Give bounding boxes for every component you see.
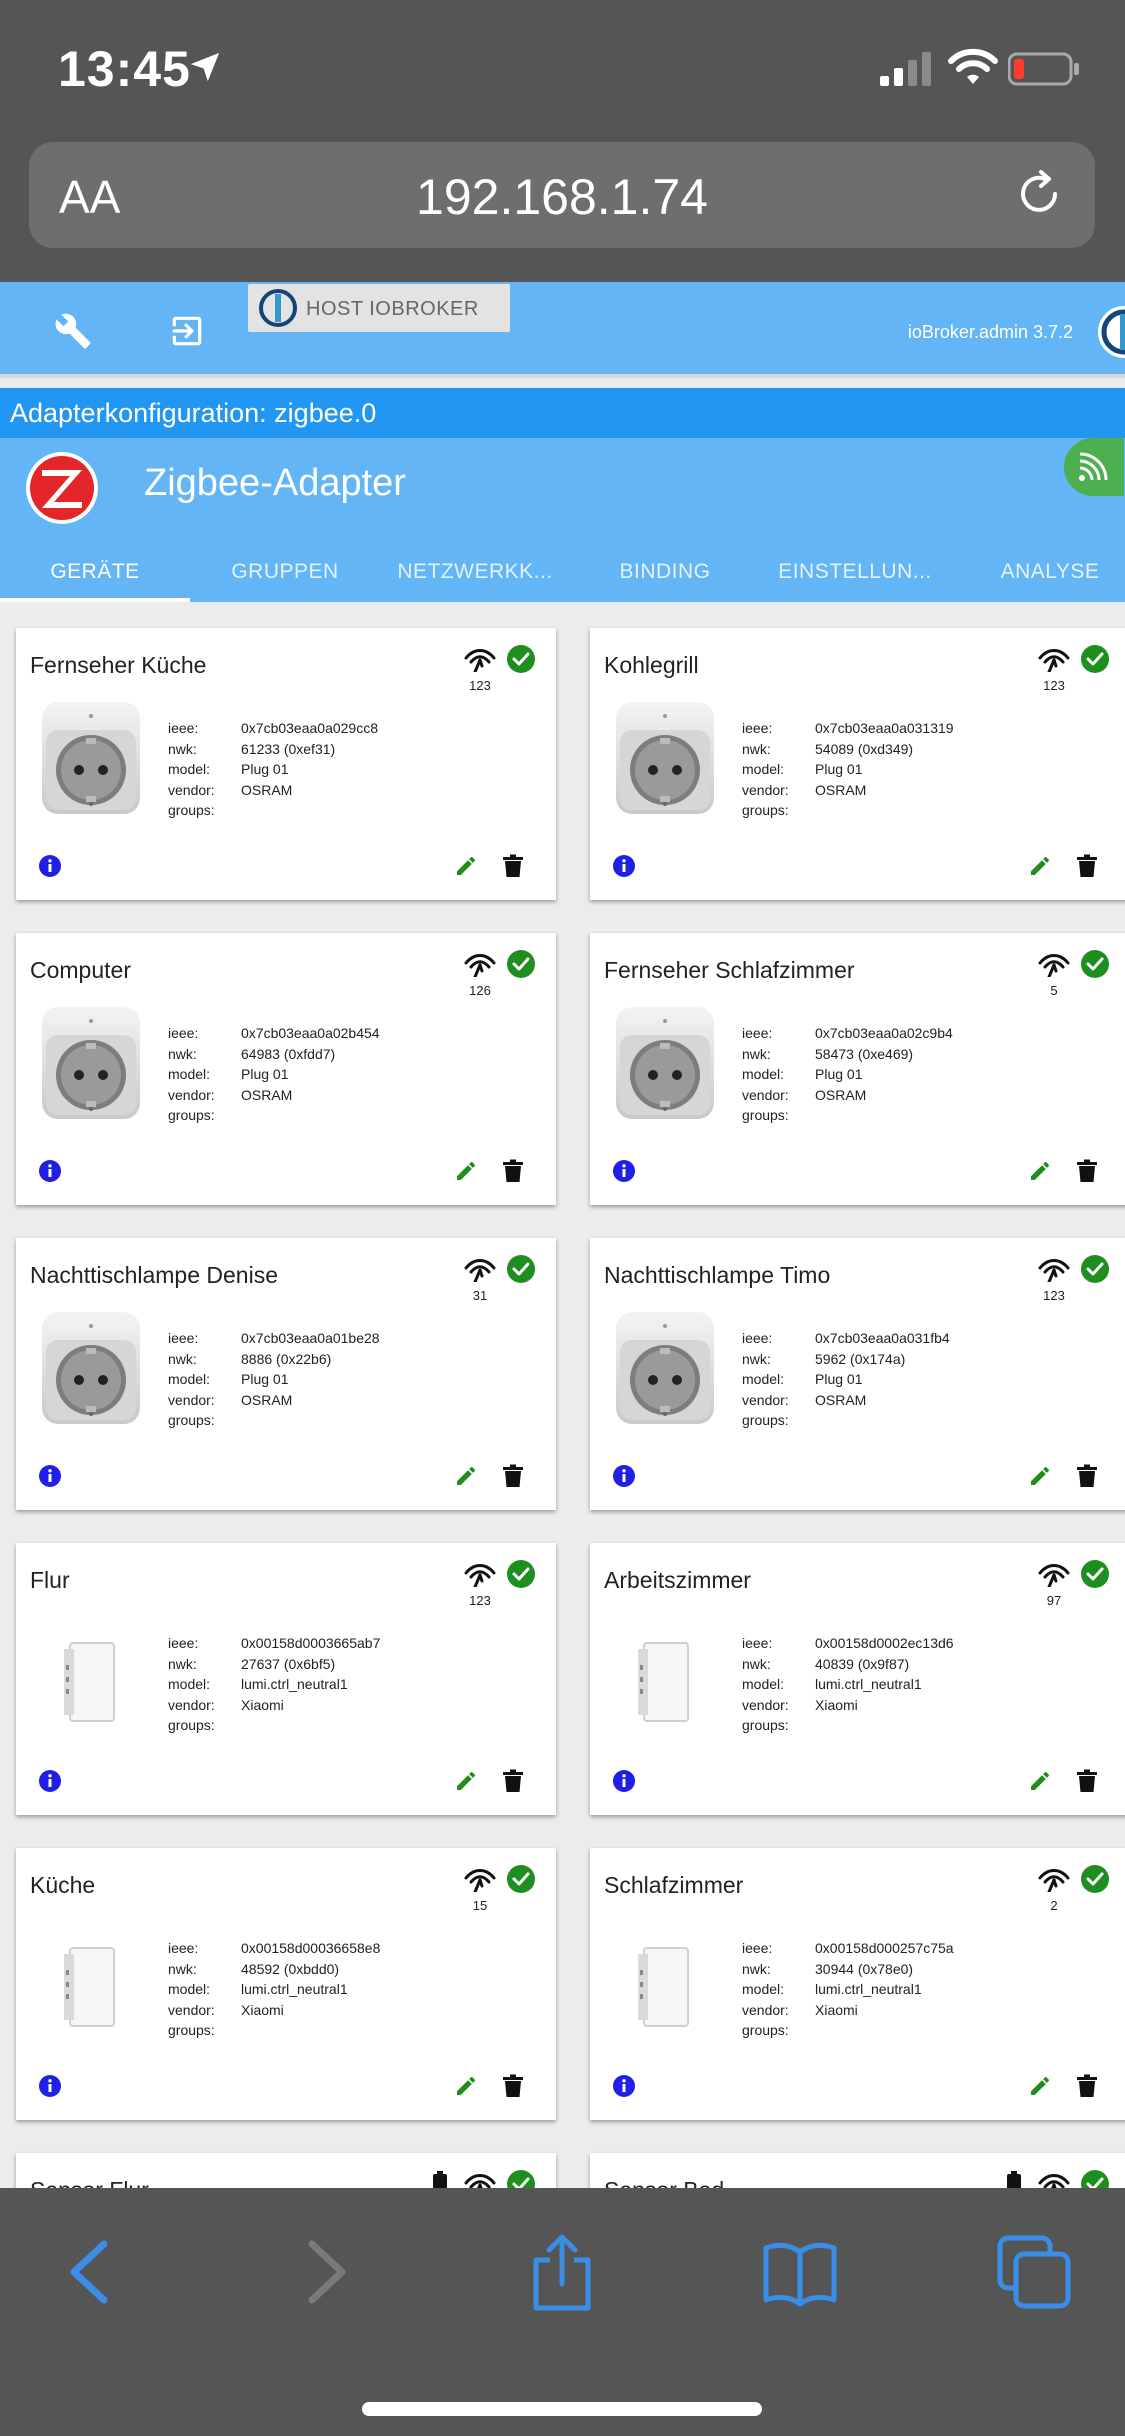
prop-value-vendor: Xiaomi (241, 2001, 284, 2018)
url-text[interactable]: 192.168.1.74 (416, 169, 708, 225)
location-arrow-icon (188, 50, 222, 84)
prop-label-model: model: (742, 761, 785, 777)
home-indicator (362, 2402, 762, 2416)
prop-row-vendor (742, 1085, 953, 1106)
tab-einstellungen[interactable]: EINSTELLUN... (778, 560, 932, 583)
prop-row-vendor (168, 1695, 380, 1716)
prop-label-nwk: nwk: (742, 1960, 771, 1977)
text-size-button[interactable]: AA (59, 171, 121, 223)
prop-row-model (168, 1064, 380, 1085)
delete-icon[interactable] (502, 1159, 524, 1183)
edit-icon[interactable] (454, 1464, 478, 1488)
prop-label-vendor: vendor: (168, 1391, 215, 1408)
status-time: 13:45 (58, 41, 191, 97)
smart-plug-image (610, 1005, 720, 1121)
cellular-signal-icon (880, 52, 932, 86)
prop-label-groups: groups: (742, 1717, 789, 1733)
prop-row-groups (742, 1410, 950, 1431)
prop-label-model: model: (742, 1981, 785, 1997)
smart-plug-image (610, 700, 720, 816)
device-card (590, 1848, 1125, 2120)
link-quality-value: 123 (469, 678, 491, 693)
prop-label-ieee: ieee: (168, 1330, 199, 1346)
prop-label-nwk: nwk: (168, 1045, 197, 1062)
edit-icon[interactable] (1028, 1464, 1052, 1488)
link-quality-value: 97 (1046, 1593, 1062, 1608)
prop-value-model: Plug 01 (815, 1066, 863, 1082)
prop-row-nwk (742, 739, 954, 760)
prop-value-model: lumi.ctrl_neutral1 (241, 1676, 348, 1692)
device-properties (742, 1633, 954, 1736)
device-properties (168, 1633, 380, 1736)
device-card (16, 933, 556, 1205)
prop-label-groups: groups: (742, 2022, 789, 2038)
adapter-header (0, 438, 1125, 602)
prop-label-model: model: (742, 1676, 785, 1692)
link-quality-value: 2 (1050, 1898, 1058, 1913)
share-icon[interactable] (522, 2232, 602, 2312)
link-quality-icon (1038, 1868, 1070, 1892)
exit-icon[interactable] (168, 312, 206, 350)
prop-row-groups (168, 2020, 380, 2041)
device-name: Computer (30, 957, 131, 983)
wall-switch-image (610, 1615, 720, 1731)
edit-icon[interactable] (1028, 1159, 1052, 1183)
info-icon[interactable] (612, 854, 636, 878)
prop-value-nwk: 5962 (0x174a) (815, 1350, 906, 1367)
prop-label-groups: groups: (742, 802, 789, 818)
device-name: Kohlegrill (604, 652, 699, 678)
tab-bar (0, 542, 1125, 602)
tab-geraete[interactable]: GERÄTE (50, 560, 140, 583)
prop-row-groups (742, 800, 954, 821)
available-check-icon (506, 949, 536, 979)
edit-icon[interactable] (454, 1159, 478, 1183)
delete-icon[interactable] (1076, 2074, 1098, 2098)
adapter-config-title: Adapterkonfiguration: zigbee.0 (0, 388, 1125, 438)
prop-label-vendor: vendor: (742, 1391, 789, 1408)
prop-row-nwk (168, 1959, 380, 1980)
tab-analyse[interactable]: ANALYSE (1000, 560, 1100, 583)
device-card (590, 1238, 1125, 1510)
prop-value-vendor: OSRAM (815, 781, 867, 798)
device-name: Nachttischlampe Denise (30, 1262, 279, 1288)
link-quality-value: 123 (1043, 678, 1065, 693)
info-icon[interactable] (612, 2074, 636, 2098)
prop-label-groups: groups: (742, 1107, 789, 1123)
prop-value-nwk: 30944 (0x78e0) (815, 1960, 914, 1977)
prop-row-ieee (168, 1633, 380, 1654)
prop-label-ieee: ieee: (168, 1940, 199, 1956)
wall-switch-image (36, 1920, 146, 2036)
tab-netzwerkkarte[interactable]: NETZWERKK... (397, 560, 553, 583)
edit-icon[interactable] (1028, 854, 1052, 878)
prop-row-vendor (742, 1390, 950, 1411)
prop-row-nwk (168, 1654, 380, 1675)
link-quality-icon (464, 1868, 496, 1892)
prop-label-ieee: ieee: (168, 1025, 199, 1041)
delete-icon[interactable] (1076, 1464, 1098, 1488)
prop-value-nwk: 58473 (0xe469) (815, 1045, 914, 1062)
info-icon[interactable] (38, 1769, 62, 1793)
smart-plug-image (36, 700, 146, 816)
prop-row-ieee (742, 1328, 950, 1349)
device-card (16, 1238, 556, 1510)
link-quality-value: 15 (472, 1898, 488, 1913)
prop-value-ieee: 0x00158d00036658e8 (241, 1940, 381, 1956)
prop-value-ieee: 0x00158d0003665ab7 (241, 1635, 381, 1651)
prop-row-groups (168, 800, 378, 821)
admin-version: ioBroker.admin 3.7.2 (907, 322, 1073, 342)
prop-label-nwk: nwk: (742, 1655, 771, 1672)
status-bar (0, 0, 1125, 140)
link-quality-value: 126 (469, 983, 491, 998)
prop-value-ieee: 0x00158d000257c75a (815, 1940, 954, 1956)
prop-row-groups (742, 1715, 954, 1736)
prop-value-vendor: OSRAM (815, 1391, 867, 1408)
available-check-icon (1080, 1864, 1110, 1894)
iobroker-admin-logo-icon (1096, 304, 1125, 360)
prop-row-model (742, 759, 954, 780)
prop-label-groups: groups: (168, 2022, 215, 2038)
bookmarks-icon[interactable] (760, 2232, 840, 2312)
prop-row-model (742, 1674, 954, 1695)
prop-row-nwk (742, 1959, 954, 1980)
delete-icon[interactable] (502, 1464, 524, 1488)
prop-label-groups: groups: (168, 1107, 215, 1123)
info-icon[interactable] (38, 1464, 62, 1488)
prop-row-model (168, 759, 378, 780)
device-name: Fernseher Schlafzimmer (604, 957, 855, 983)
prop-label-vendor: vendor: (168, 1696, 215, 1713)
smart-plug-image (36, 1310, 146, 1426)
prop-value-vendor: OSRAM (241, 781, 293, 798)
prop-value-vendor: Xiaomi (241, 1696, 284, 1713)
info-icon[interactable] (612, 1159, 636, 1183)
reload-icon[interactable] (1011, 166, 1067, 222)
prop-value-nwk: 54089 (0xd349) (815, 740, 914, 757)
prop-label-ieee: ieee: (168, 1635, 199, 1651)
prop-label-groups: groups: (168, 1717, 215, 1733)
link-quality-icon (464, 1563, 496, 1587)
device-properties (168, 1938, 380, 2041)
available-check-icon (506, 1559, 536, 1589)
prop-row-nwk (168, 739, 378, 760)
wrench-icon[interactable] (54, 312, 92, 350)
prop-value-ieee: 0x00158d0002ec13d6 (815, 1635, 954, 1651)
prop-row-ieee (168, 718, 378, 739)
prop-row-nwk (742, 1044, 953, 1065)
prop-row-vendor (168, 2000, 380, 2021)
prop-value-vendor: OSRAM (241, 1086, 293, 1103)
device-card (590, 1543, 1125, 1815)
prop-row-groups (742, 2020, 954, 2041)
device-card (16, 1543, 556, 1815)
prop-row-vendor (168, 780, 378, 801)
prop-value-nwk: 8886 (0x22b6) (241, 1350, 332, 1367)
link-quality-icon (464, 1258, 496, 1282)
prop-row-ieee (168, 1023, 380, 1044)
prop-label-nwk: nwk: (742, 740, 771, 757)
prop-label-ieee: ieee: (742, 1025, 773, 1041)
device-name: Fernseher Küche (30, 652, 207, 678)
device-name: Flur (30, 1567, 70, 1593)
available-check-icon (506, 644, 536, 674)
device-properties (742, 718, 954, 821)
available-check-icon (506, 1254, 536, 1284)
host-label: HOST IOBROKER (306, 298, 479, 320)
prop-value-model: Plug 01 (241, 1371, 289, 1387)
prop-value-ieee: 0x7cb03eaa0a031319 (815, 720, 954, 736)
device-card (16, 1848, 556, 2120)
prop-value-ieee: 0x7cb03eaa0a01be28 (241, 1330, 380, 1346)
prop-label-ieee: ieee: (742, 720, 773, 736)
prop-label-ieee: ieee: (742, 1635, 773, 1651)
prop-label-groups: groups: (168, 1412, 215, 1428)
device-properties (168, 1328, 380, 1431)
prop-value-nwk: 64983 (0xfdd7) (241, 1045, 336, 1062)
prop-row-model (168, 1674, 380, 1695)
prop-label-vendor: vendor: (168, 2001, 215, 2018)
device-properties (168, 1023, 380, 1126)
prop-label-model: model: (168, 1981, 211, 1997)
prop-value-vendor: OSRAM (241, 1391, 293, 1408)
prop-row-ieee (168, 1328, 380, 1349)
prop-value-vendor: OSRAM (815, 1086, 867, 1103)
prop-value-ieee: 0x7cb03eaa0a02c9b4 (815, 1025, 953, 1041)
pairing-icon (1076, 450, 1110, 484)
delete-icon[interactable] (502, 1769, 524, 1793)
prop-row-model (742, 1064, 953, 1085)
device-name: Nachttischlampe Timo (604, 1262, 831, 1288)
device-card (16, 628, 556, 900)
edit-icon[interactable] (454, 854, 478, 878)
battery-low-icon (1008, 52, 1080, 86)
link-quality-value: 123 (1043, 1288, 1065, 1303)
prop-value-nwk: 61233 (0xef31) (241, 740, 336, 757)
prop-label-nwk: nwk: (168, 1960, 197, 1977)
prop-label-groups: groups: (168, 802, 215, 818)
link-quality-icon (464, 953, 496, 977)
info-icon[interactable] (38, 2074, 62, 2098)
link-quality-icon (1038, 1258, 1070, 1282)
prop-label-vendor: vendor: (742, 1086, 789, 1103)
prop-row-groups (168, 1105, 380, 1126)
wifi-icon (948, 48, 998, 86)
prop-label-ieee: ieee: (168, 720, 199, 736)
tabs-icon[interactable] (994, 2232, 1074, 2312)
wall-switch-image (610, 1920, 720, 2036)
smart-plug-image (36, 1005, 146, 1121)
prop-row-model (742, 1369, 950, 1390)
prop-value-model: Plug 01 (815, 761, 863, 777)
adapter-title: Zigbee-Adapter (144, 462, 406, 504)
iobroker-logo-icon (258, 288, 298, 328)
pairing-fab[interactable] (1064, 438, 1124, 496)
link-quality-value: 123 (469, 1593, 491, 1608)
prop-value-vendor: Xiaomi (815, 1696, 858, 1713)
device-properties (742, 1023, 953, 1126)
device-card (590, 628, 1125, 900)
prop-label-nwk: nwk: (168, 1350, 197, 1367)
edit-icon[interactable] (454, 1769, 478, 1793)
prop-row-nwk (742, 1654, 954, 1675)
prop-value-nwk: 40839 (0x9f87) (815, 1655, 910, 1672)
prop-label-nwk: nwk: (168, 740, 197, 757)
link-quality-value: 31 (472, 1288, 488, 1303)
prop-row-ieee (742, 1633, 954, 1654)
prop-value-model: lumi.ctrl_neutral1 (241, 1981, 348, 1997)
link-quality-icon (1038, 648, 1070, 672)
info-icon[interactable] (612, 1769, 636, 1793)
delete-icon[interactable] (502, 2074, 524, 2098)
device-card (590, 933, 1125, 1205)
prop-label-vendor: vendor: (168, 1086, 215, 1103)
prop-value-ieee: 0x7cb03eaa0a02b454 (241, 1025, 380, 1041)
prop-label-nwk: nwk: (742, 1045, 771, 1062)
prop-row-ieee (742, 1023, 953, 1044)
prop-value-model: lumi.ctrl_neutral1 (815, 1676, 922, 1692)
prop-row-model (168, 1979, 380, 2000)
prop-row-vendor (168, 1390, 380, 1411)
link-quality-icon (464, 648, 496, 672)
prop-value-ieee: 0x7cb03eaa0a029cc8 (241, 720, 379, 736)
prop-value-model: Plug 01 (241, 1066, 289, 1082)
prop-label-model: model: (742, 1066, 785, 1082)
link-quality-icon (1038, 1563, 1070, 1587)
device-name: Arbeitszimmer (604, 1567, 751, 1593)
prop-row-vendor (168, 1085, 380, 1106)
device-name: Küche (30, 1872, 96, 1898)
back-icon[interactable] (52, 2232, 132, 2312)
prop-label-nwk: nwk: (168, 1655, 197, 1672)
prop-value-ieee: 0x7cb03eaa0a031fb4 (815, 1330, 950, 1346)
edit-icon[interactable] (1028, 2074, 1052, 2098)
link-quality-icon (1038, 953, 1070, 977)
prop-label-model: model: (168, 1371, 211, 1387)
info-icon[interactable] (38, 854, 62, 878)
prop-row-groups (168, 1410, 380, 1431)
edit-icon[interactable] (1028, 1769, 1052, 1793)
device-properties (742, 1328, 950, 1431)
prop-row-model (742, 1979, 954, 2000)
prop-row-ieee (742, 1938, 954, 1959)
delete-icon[interactable] (1076, 854, 1098, 878)
prop-row-nwk (742, 1349, 950, 1370)
address-bar[interactable] (29, 142, 1095, 248)
edit-icon[interactable] (454, 2074, 478, 2098)
prop-row-groups (168, 1715, 380, 1736)
prop-row-model (168, 1369, 380, 1390)
prop-label-nwk: nwk: (742, 1350, 771, 1367)
prop-label-vendor: vendor: (742, 1696, 789, 1713)
prop-row-groups (742, 1105, 953, 1126)
prop-row-vendor (742, 1695, 954, 1716)
prop-row-nwk (168, 1044, 380, 1065)
prop-value-nwk: 27637 (0x6bf5) (241, 1655, 336, 1672)
tab-gruppen[interactable]: GRUPPEN (231, 560, 339, 583)
browser-url-area (0, 140, 1125, 282)
prop-label-vendor: vendor: (168, 781, 215, 798)
device-properties (742, 1938, 954, 2041)
prop-label-model: model: (168, 761, 211, 777)
prop-value-vendor: Xiaomi (815, 2001, 858, 2018)
prop-row-ieee (168, 1938, 380, 1959)
prop-value-model: lumi.ctrl_neutral1 (815, 1981, 922, 1997)
info-icon[interactable] (38, 1159, 62, 1183)
available-check-icon (1080, 1254, 1110, 1284)
device-name: Schlafzimmer (604, 1872, 744, 1898)
available-check-icon (1080, 949, 1110, 979)
host-iobroker-button[interactable] (248, 284, 510, 332)
prop-row-nwk (168, 1349, 380, 1370)
forward-icon[interactable] (284, 2232, 364, 2312)
prop-label-ieee: ieee: (742, 1940, 773, 1956)
prop-value-model: Plug 01 (815, 1371, 863, 1387)
prop-value-model: Plug 01 (241, 761, 289, 777)
device-properties (168, 718, 378, 821)
delete-icon[interactable] (502, 854, 524, 878)
prop-label-vendor: vendor: (742, 2001, 789, 2018)
wall-switch-image (36, 1615, 146, 1731)
link-quality-value: 5 (1050, 983, 1058, 998)
smart-plug-image (610, 1310, 720, 1426)
tab-binding[interactable]: BINDING (619, 560, 711, 583)
prop-label-vendor: vendor: (742, 781, 789, 798)
prop-row-ieee (742, 718, 954, 739)
browser-toolbar (0, 2188, 1125, 2436)
prop-label-model: model: (168, 1676, 211, 1692)
prop-label-ieee: ieee: (742, 1330, 773, 1346)
prop-row-vendor (742, 780, 954, 801)
available-check-icon (1080, 1559, 1110, 1589)
iobroker-top-bar (0, 282, 1125, 378)
prop-row-vendor (742, 2000, 954, 2021)
info-icon[interactable] (612, 1464, 636, 1488)
prop-label-model: model: (168, 1066, 211, 1082)
active-tab-indicator (0, 598, 190, 602)
available-check-icon (1080, 644, 1110, 674)
delete-icon[interactable] (1076, 1159, 1098, 1183)
prop-label-model: model: (742, 1371, 785, 1387)
prop-value-nwk: 48592 (0xbdd0) (241, 1960, 340, 1977)
zigbee-logo-icon (24, 450, 100, 526)
delete-icon[interactable] (1076, 1769, 1098, 1793)
prop-label-groups: groups: (742, 1412, 789, 1428)
available-check-icon (506, 1864, 536, 1894)
